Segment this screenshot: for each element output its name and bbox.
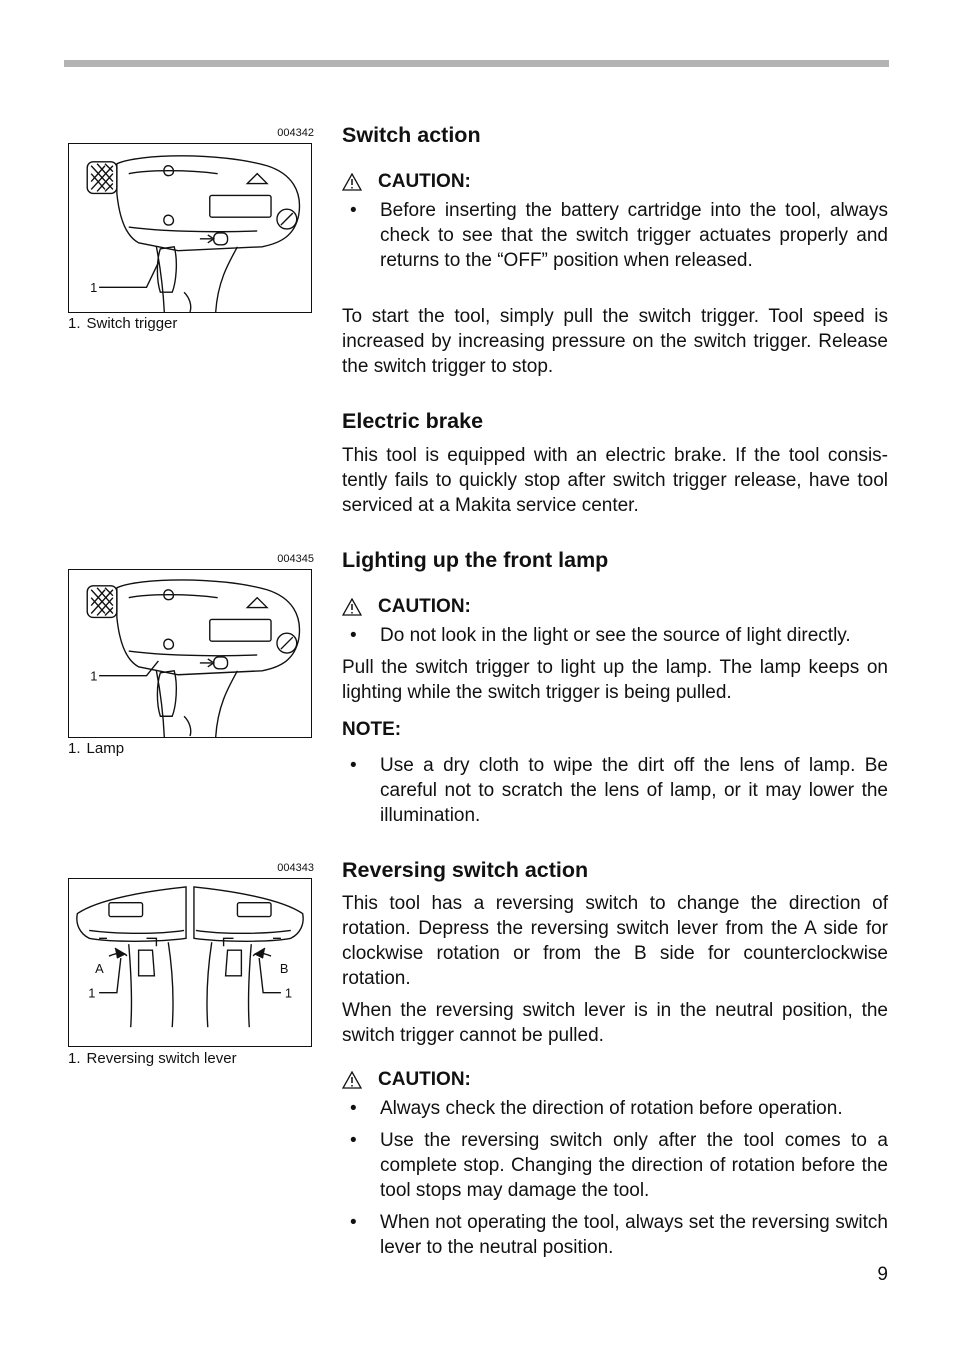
callout-1-right: 1 (284, 985, 293, 1001)
figure-code: 004345 (277, 553, 314, 565)
paragraph: To start the tool, simply pull the switch trigger. Tool speed is increased by increasing pressure on the switch trigger. Release the switch trigger to stop. (342, 306, 888, 377)
header-rule (64, 60, 889, 67)
note-label: NOTE: (342, 719, 402, 740)
bullet-dot: • (350, 200, 357, 221)
figure-code: 004343 (277, 862, 314, 874)
caption-text: Switch trigger (86, 315, 178, 332)
heading-switch-action: Switch action (342, 123, 481, 147)
bullet-dot: • (350, 1098, 357, 1119)
callout-a: A (95, 960, 104, 976)
bullet-text: Use a dry cloth to wipe the dirt off the lens of lamp. Be careful not to scratch the lens of lamp, or it may lower the illumination. (380, 755, 888, 826)
list-item (342, 753, 888, 828)
page-number: 9 (877, 1264, 888, 1285)
callout-b: B (279, 960, 289, 976)
caption-number: 1. (68, 740, 81, 757)
heading-electric-brake: Electric brake (342, 409, 484, 433)
heading-reversing-switch: Reversing switch action (342, 858, 589, 882)
bullet-text: Always check the direction of rotation before operation. (380, 1098, 843, 1119)
list-item (342, 623, 888, 648)
paragraph: When the reversing switch lever is in the neutral position, the switch trigger cannot be pulled. (342, 1000, 888, 1046)
caution-label (342, 1067, 471, 1092)
caution-label (342, 169, 471, 194)
warning-triangle-icon (342, 1071, 362, 1089)
figure-code: 004342 (277, 127, 314, 139)
heading-front-lamp: Lighting up the front lamp (342, 548, 609, 572)
bullet-dot: • (350, 755, 357, 776)
figure-switch-trigger (68, 143, 312, 313)
figure-caption (68, 1050, 237, 1067)
bullet-text: When not operating the tool, always set the reversing switch lever to the neutral position. (380, 1212, 888, 1258)
callout-1: 1 (90, 280, 98, 296)
callout-1: 1 (90, 668, 98, 684)
warning-triangle-icon (342, 173, 362, 191)
warning-triangle-icon (342, 598, 362, 616)
caution-text: CAUTION: (378, 171, 471, 192)
paragraph: This tool has a reversing switch to change the direction of rotation. Depress the reversing switch lever from the A side for clockwise rotation or from the B side for counterclockwise rotation. (342, 893, 888, 989)
list-item (342, 1096, 888, 1121)
callout-1-left: 1 (88, 985, 96, 1001)
impact-driver-illustration (69, 570, 311, 737)
bullet-dot: • (350, 1212, 357, 1233)
figure-lamp (68, 569, 312, 738)
caution-text: CAUTION: (378, 596, 471, 617)
bullet-text: Use the reversing switch only after the tool comes to a complete stop. Changing the direction of rotation before the tool stops may damage the tool. (380, 1130, 888, 1201)
bullet-text: Before inserting the battery cartridge into the tool, always check to see that the switch trigger actuates properly and returns to the “OFF” position when released. (380, 200, 888, 271)
list-item (342, 1210, 888, 1260)
bullet-dot: • (350, 625, 357, 646)
list-item (342, 1128, 888, 1203)
bullet-dot: • (350, 1130, 357, 1151)
figure-caption (68, 740, 124, 757)
figure-reversing-switch (68, 878, 312, 1047)
figure-caption (68, 315, 177, 332)
paragraph: This tool is equipped with an electric brake. If the tool consis-tently fails to quickly stop after switch trigger release, have tool serviced at a Makita service center. (342, 445, 888, 516)
caption-text: Lamp (86, 740, 125, 757)
bullet-text: Do not look in the light or see the source of light directly. (380, 625, 851, 646)
caption-number: 1. (68, 1050, 81, 1067)
caution-label (342, 594, 471, 619)
caption-number: 1. (68, 315, 81, 332)
list-item (342, 198, 888, 273)
caution-text: CAUTION: (378, 1069, 471, 1090)
reversing-switch-illustration (69, 879, 311, 1046)
caption-text: Reversing switch lever (86, 1050, 237, 1067)
paragraph: Pull the switch trigger to light up the lamp. The lamp keeps on lighting while the switch trigger is being pulled. (342, 657, 888, 703)
impact-driver-illustration (69, 144, 311, 312)
